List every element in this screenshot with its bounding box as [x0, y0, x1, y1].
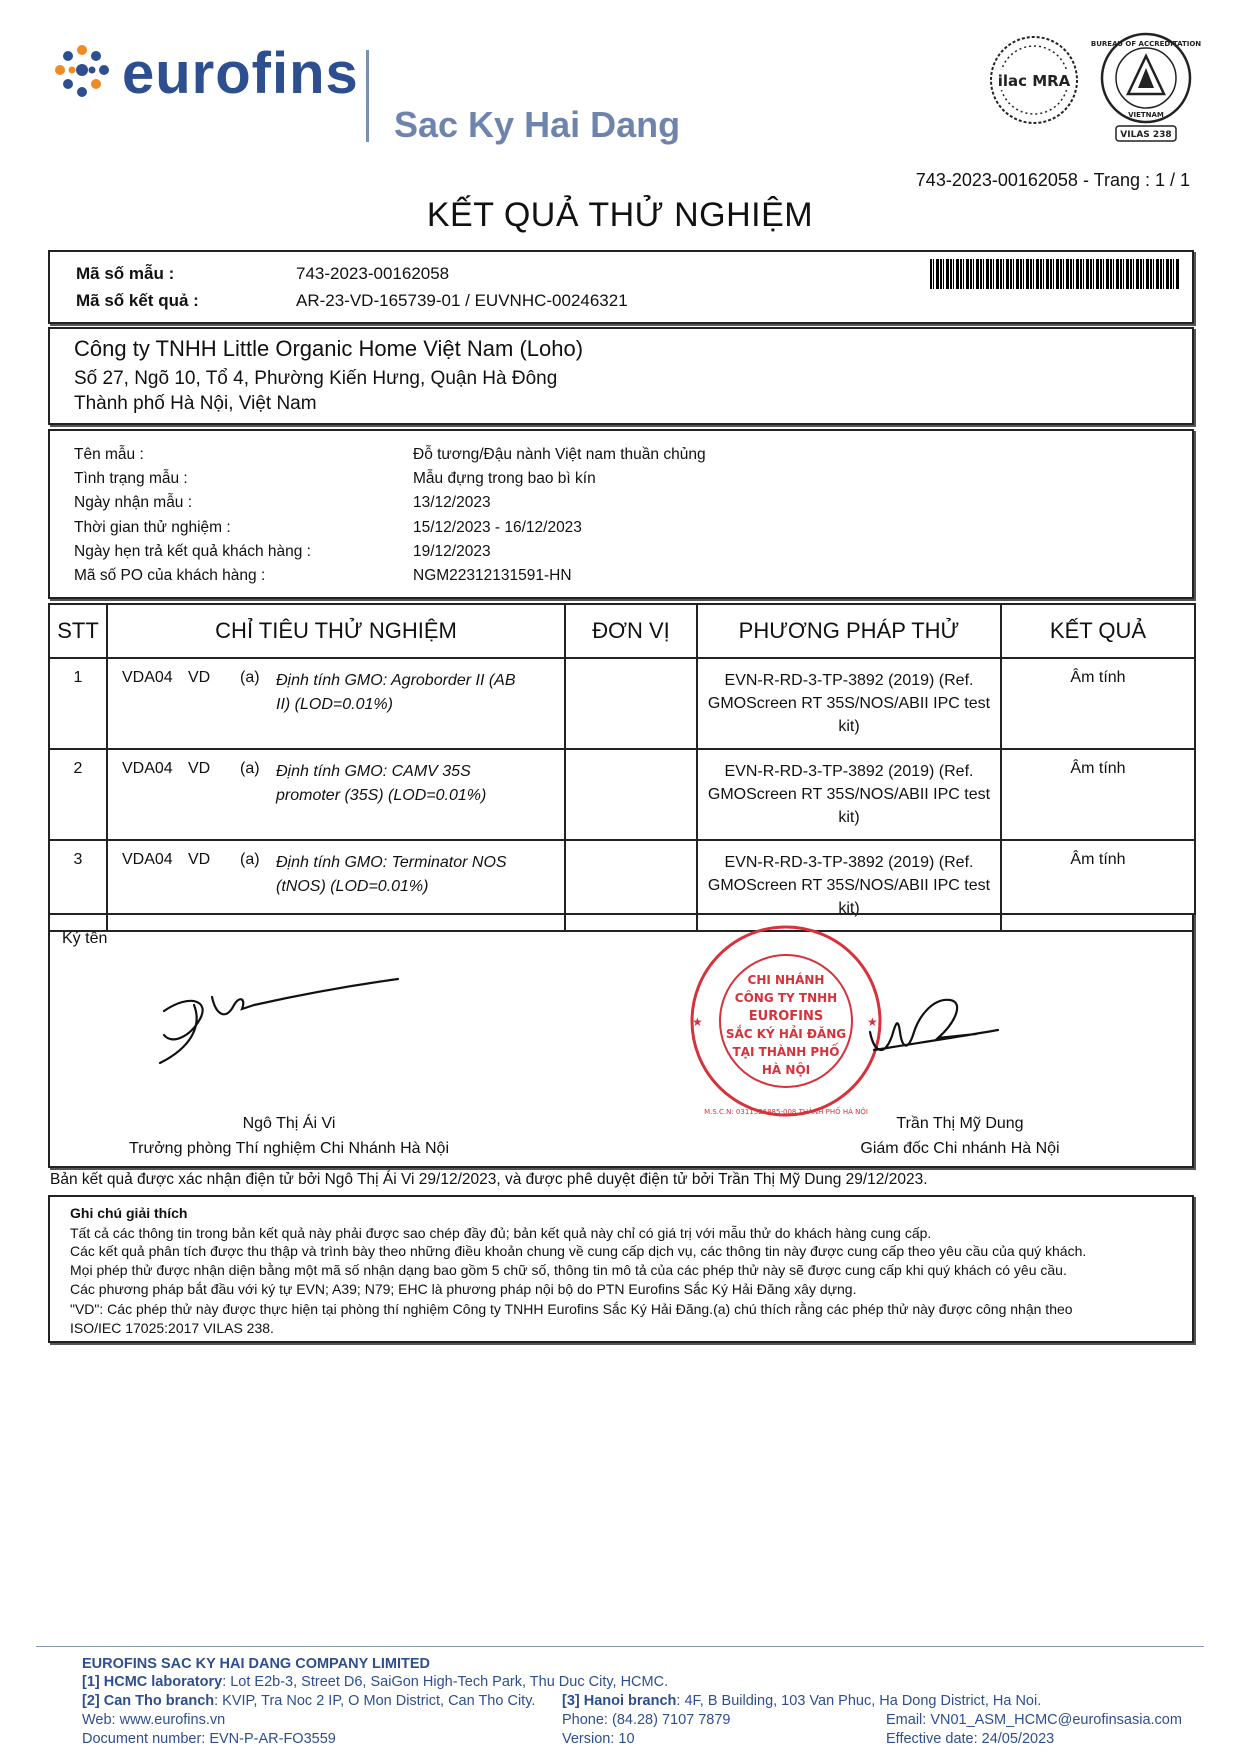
cell-phuong-phap: EVN-R-RD-3-TP-3892 (2019) (Ref. GMOScreen RT 35S/NOS/ABII IPC test kit) [697, 840, 1001, 931]
stamp-line: HÀ NỘI [761, 1063, 811, 1077]
test-code: VDA04 [122, 851, 173, 868]
notes-title: Ghi chú giải thích [70, 1205, 188, 1221]
info-label: Mã số PO của khách hàng : [74, 567, 266, 584]
note-line: Tất cả các thông tin trong bản kết quả này phải được sao chép đầy đủ; bản kết quả này chỉ có giá trị với mẫu thử do khách hàng cung cấp. [70, 1225, 932, 1241]
signer-2-title: Giám đốc Chi nhánh Hà Nội [860, 1140, 1060, 1157]
info-label: Thời gian thử nghiệm : [74, 519, 231, 536]
note-line: Các phương pháp bắt đầu với ký tự EVN; A39; N79; EHC là phương pháp nội bộ do PTN Eurofins Sắc Ký Hải Đăng xây dựng. [70, 1281, 857, 1297]
footer-cantho [82, 1693, 535, 1709]
info-value: 13/12/2023 [413, 494, 491, 511]
footer-hanoi [562, 1693, 1041, 1709]
ilac-text: ilac MRA [997, 72, 1071, 90]
info-label: Ngày hẹn trả kết quả khách hàng : [74, 543, 311, 560]
note-line: "VD": Các phép thử này được thực hiện tại phòng thí nghiệm Công ty TNHH Eurofins Sắc Ký Hải Đăng.(a) chú thích rằng các phép thử này được công nhận theo [70, 1301, 1073, 1317]
footer-effective-date: Effective date: 24/05/2023 [886, 1731, 1055, 1747]
stamp-line: EUROFINS [748, 1009, 824, 1024]
ilac-mra-badge-icon [988, 34, 1080, 126]
signature-1-icon [150, 975, 410, 1070]
cell-chi-tieu [107, 658, 565, 749]
footer-version: Version: 10 [562, 1731, 635, 1747]
test-code: VDA04 [122, 760, 173, 777]
result-code-label: Mã số kết quả : [76, 291, 199, 310]
lab-code: VD [188, 669, 211, 686]
header-ket-qua: KẾT QUẢ [1001, 604, 1195, 658]
cell-phuong-phap: EVN-R-RD-3-TP-3892 (2019) (Ref. GMOScreen RT 35S/NOS/ABII IPC test kit) [697, 658, 1001, 749]
logo-divider [366, 50, 369, 142]
eurofins-logo-icon [52, 42, 112, 102]
signer-2-name: Trần Thị Mỹ Dung [896, 1115, 1024, 1132]
sac-ky-hai-dang-wordmark: Sac Ky Hai Dang [394, 104, 681, 145]
signer-1-name: Ngô Thị Ái Vi [242, 1115, 336, 1132]
results-table [48, 603, 1196, 932]
info-label: Tên mẫu : [74, 446, 144, 463]
page-title: KẾT QUẢ THỬ NGHIỆM [426, 196, 814, 234]
info-value: 15/12/2023 - 16/12/2023 [413, 519, 582, 536]
signature-2-icon [864, 992, 1004, 1072]
cell-stt: 1 [49, 658, 107, 749]
table-row [49, 749, 1195, 840]
info-label: Ngày nhận mẫu : [74, 494, 193, 511]
footer-cantho-address: : KVIP, Tra Noc 2 IP, O Mon District, Can Tho City. [214, 1693, 536, 1709]
footer-web: Web: www.eurofins.vn [82, 1712, 226, 1728]
sample-code-label: Mã số mẫu : [76, 264, 175, 283]
cell-ket-qua: Âm tính [1001, 658, 1195, 749]
cell-stt: 2 [49, 749, 107, 840]
note-line: Các kết quả phân tích được thu thập và trình bày theo những điều khoản chung về cung cấp dịch vụ, các thông tin này được cung cấp theo yêu cầu của quý khách. [70, 1243, 1087, 1259]
table-row [49, 658, 1195, 749]
test-name: Định tính GMO: Terminator NOS (tNOS) (LOD=0.01%) [276, 854, 507, 895]
info-value: Mẫu đựng trong bao bì kín [413, 470, 596, 487]
header-don-vi: ĐƠN VỊ [565, 604, 697, 658]
footer-document-number: Document number: EVN-P-AR-FO3559 [82, 1731, 336, 1747]
header-phuong-phap: PHƯƠNG PHÁP THỬ [697, 604, 1001, 658]
company-stamp-icon [686, 922, 886, 1120]
footer-company: EUROFINS SAC KY HAI DANG COMPANY LIMITED [82, 1656, 431, 1672]
accreditation-mark: (a) [240, 669, 260, 686]
footer-hcmc-address: : Lot E2b-3, Street D6, SaiGon High-Tech Park, Thu Duc City, HCMC. [222, 1674, 669, 1690]
info-value: NGM22312131591-HN [413, 567, 572, 584]
eurofins-wordmark: eurofins [122, 41, 359, 106]
footer-hanoi-address: : 4F, B Building, 103 Van Phuc, Ha Dong District, Ha Noi. [676, 1693, 1042, 1709]
lab-code: VD [188, 760, 211, 777]
result-code-value: AR-23-VD-165739-01 / EUVNHC-00246321 [296, 291, 628, 310]
accreditation-mark: (a) [240, 851, 260, 868]
approval-statement: Bản kết quả được xác nhận điện tử bởi Ngô Thị Ái Vi 29/12/2023, và được phê duyệt điện tử bởi Trần Thị Mỹ Dung 29/12/2023. [50, 1171, 928, 1188]
test-name: Định tính GMO: Agroborder II (AB II) (LOD=0.01%) [276, 672, 516, 713]
boa-country-text: VIETNAM [1128, 111, 1164, 119]
signature-label: Ký tên [62, 930, 108, 947]
stamp-line: CÔNG TY TNHH [734, 991, 838, 1005]
header-stt: STT [49, 604, 107, 658]
footer-hcmc-label: [1] HCMC laboratory [82, 1674, 223, 1690]
cell-don-vi [565, 749, 697, 840]
svg-text:★: ★ [692, 1015, 703, 1029]
header-chi-tieu: CHỈ TIÊU THỬ NGHIỆM [107, 604, 565, 658]
boa-accreditation-badge-icon [1090, 32, 1202, 144]
lab-code: VD [188, 851, 211, 868]
footer-divider [36, 1646, 1204, 1647]
note-line: Mọi phép thử được nhận diện bằng một mã số nhận dạng bao gồm 5 chữ số, thông tin mô tả của các phép thử này sẽ được cung cấp khi quý khách có yêu cầu. [70, 1262, 1067, 1278]
svg-text:★: ★ [867, 1015, 878, 1029]
stamp-ring-text: M.S.C.N: 0311526885-008 THÀNH PHỐ HÀ NỘI [704, 1108, 868, 1116]
signer-1-title: Trưởng phòng Thí nghiệm Chi Nhánh Hà Nội [128, 1140, 450, 1157]
table-header-row [49, 604, 1195, 658]
customer-address-line2: Thành phố Hà Nội, Việt Nam [74, 393, 317, 414]
document-reference: 743-2023-00162058 - Trang : 1 / 1 [915, 170, 1190, 190]
customer-name: Công ty TNHH Little Organic Home Việt Nam (Loho) [74, 336, 584, 361]
info-value: 19/12/2023 [413, 543, 491, 560]
info-value: Đỗ tương/Đậu nành Việt nam thuần chủng [413, 446, 706, 463]
footer-phone: Phone: (84.28) 7107 7879 [562, 1712, 731, 1728]
footer-cantho-label: [2] Can Tho branch [82, 1693, 215, 1709]
test-name: Định tính GMO: CAMV 35S promoter (35S) (LOD=0.01%) [276, 763, 487, 804]
footer-email: Email: VN01_ASM_HCMC@eurofinsasia.com [886, 1712, 1182, 1728]
cell-ket-qua: Âm tính [1001, 840, 1195, 931]
accreditation-mark: (a) [240, 760, 260, 777]
footer-hanoi-label: [3] Hanoi branch [562, 1693, 677, 1709]
cell-phuong-phap: EVN-R-RD-3-TP-3892 (2019) (Ref. GMOScreen RT 35S/NOS/ABII IPC test kit) [697, 749, 1001, 840]
cell-stt: 3 [49, 840, 107, 931]
stamp-line: SẮC KÝ HẢI ĐĂNG [725, 1027, 847, 1041]
vilas-text: VILAS 238 [1120, 130, 1172, 140]
sample-code-value: 743-2023-00162058 [296, 264, 450, 283]
stamp-line: CHI NHÁNH [747, 973, 825, 987]
barcode-icon [930, 259, 1180, 289]
cell-chi-tieu [107, 749, 565, 840]
boa-ring-text: BUREAU OF ACCREDITATION [1090, 40, 1202, 48]
cell-ket-qua: Âm tính [1001, 749, 1195, 840]
customer-address-line1: Số 27, Ngõ 10, Tổ 4, Phường Kiến Hưng, Quận Hà Đông [74, 368, 558, 389]
stamp-line: TẠI THÀNH PHỐ [732, 1045, 840, 1059]
cell-don-vi [565, 658, 697, 749]
info-label: Tình trạng mẫu : [74, 470, 188, 487]
footer-hcmc [82, 1674, 668, 1690]
test-code: VDA04 [122, 669, 173, 686]
note-line: ISO/IEC 17025:2017 VILAS 238. [70, 1320, 274, 1336]
